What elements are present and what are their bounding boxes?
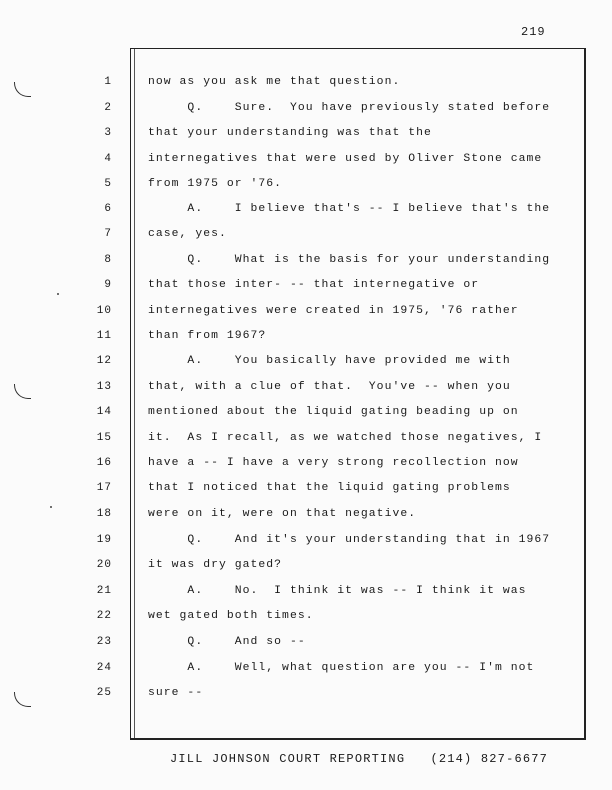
line-number: 2: [104, 102, 112, 114]
line-number: 7: [104, 228, 112, 240]
line-number: 13: [96, 381, 112, 393]
footer: [170, 752, 548, 766]
line-number: 15: [96, 432, 112, 444]
line-text: Q. And it's your understanding that in 1967: [148, 534, 551, 546]
court-reporter-name: JILL JOHNSON COURT REPORTING: [170, 752, 406, 766]
hole-punch-mark-middle: [14, 384, 31, 399]
line-text: A. No. I think it was -- I think it was: [148, 585, 527, 597]
line-number: 23: [96, 636, 112, 648]
line-text: internegatives that were used by Oliver Stone came: [148, 153, 543, 165]
line-text: internegatives were created in 1975, '76 rather: [148, 305, 519, 317]
line-number: 3: [104, 127, 112, 139]
line-text: were on it, were on that negative.: [148, 508, 417, 520]
line-text: that your understanding was that the: [148, 127, 432, 139]
line-number: 8: [104, 254, 112, 266]
scan-speck: [50, 506, 52, 508]
line-number: 24: [96, 662, 112, 674]
line-text: it was dry gated?: [148, 559, 283, 571]
line-text: Q. And so --: [148, 636, 306, 648]
line-text: that those inter- -- that internegative or: [148, 279, 480, 291]
line-text: from 1975 or '76.: [148, 178, 283, 190]
line-text: it. As I recall, as we watched those negatives, I: [148, 432, 543, 444]
line-number: 6: [104, 203, 112, 215]
line-number: 18: [96, 508, 112, 520]
scan-speck: [57, 293, 59, 295]
line-number: 16: [96, 457, 112, 469]
hole-punch-mark-bottom: [14, 692, 31, 707]
line-text: wet gated both times.: [148, 610, 314, 622]
line-number: 10: [96, 305, 112, 317]
line-text: Q. Sure. You have previously stated before: [148, 102, 551, 114]
line-text: have a -- I have a very strong recollection now: [148, 457, 519, 469]
line-number: 19: [96, 534, 112, 546]
line-text: that, with a clue of that. You've -- when you: [148, 381, 511, 393]
line-text: case, yes.: [148, 228, 227, 240]
page-number: 219: [521, 25, 546, 39]
line-text: now as you ask me that question.: [148, 76, 401, 88]
line-number: 17: [96, 482, 112, 494]
line-text: Q. What is the basis for your understanding: [148, 254, 551, 266]
line-text: A. You basically have provided me with: [148, 355, 511, 367]
line-text: A. Well, what question are you -- I'm not: [148, 662, 535, 674]
line-text: than from 1967?: [148, 330, 267, 342]
line-number: 20: [96, 559, 112, 571]
line-text: A. I believe that's -- I believe that's the: [148, 203, 551, 215]
line-text: sure --: [148, 687, 204, 699]
line-number: 11: [96, 330, 112, 342]
line-number: 5: [104, 178, 112, 190]
line-number: 22: [96, 610, 112, 622]
line-number: 21: [96, 585, 112, 597]
line-text: mentioned about the liquid gating beading up on: [148, 406, 519, 418]
line-number: 12: [96, 355, 112, 367]
line-number: 9: [104, 279, 112, 291]
line-number: 25: [96, 687, 112, 699]
line-number: 14: [96, 406, 112, 418]
line-text: that I noticed that the liquid gating problems: [148, 482, 511, 494]
line-number: 1: [104, 76, 112, 88]
hole-punch-mark-top: [14, 82, 31, 97]
line-number: 4: [104, 153, 112, 165]
court-reporter-phone: (214) 827-6677: [430, 752, 549, 766]
